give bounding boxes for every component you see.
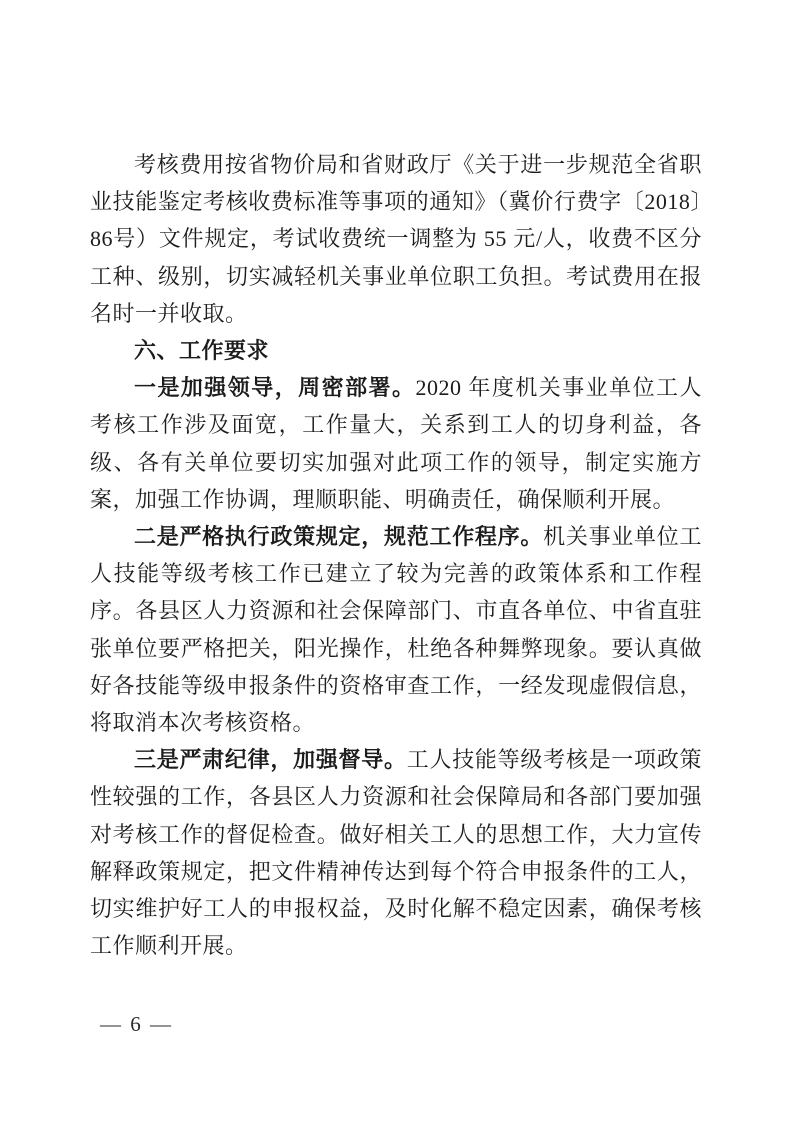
paragraph-one-text: 2020 年度机关事业单位工人考核工作涉及面宽，工作量大，关系到工人的切身利益，各级、各有关单位要切实加强对此项工作的领导，制定实施方案，加强工作协调，理顺职能、明确责任，确保顺利开展。: [90, 375, 702, 512]
paragraph-two-text: 机关事业单位工人技能等级考核工作已建立了较为完善的政策体系和工作程序。各县区人力资源和社会保障部门、市直各单位、中省直驻张单位要严格把关，阳光操作，杜绝各种舞弊现象。要认真做好各技能等级申报条件的资格审查工作，一经发现虚假信息，将取消本次考核资格。: [90, 524, 702, 736]
paragraph-two-lead: 二是严格执行政策规定，规范工作程序。: [134, 524, 544, 550]
page-number: — 6 —: [100, 1012, 173, 1036]
paragraph-fee: [90, 146, 702, 332]
section-heading-work-requirements: 六、工作要求: [134, 338, 270, 364]
paragraph-one: [90, 369, 702, 518]
document-body: [90, 146, 702, 964]
paragraph-three: [90, 741, 702, 964]
paragraph-fee-text: 考核费用按省物价局和省财政厅《关于进一步规范全省职业技能鉴定考核收费标准等事项的通知》（冀价行费字〔2018〕86号）文件规定，考试收费统一调整为 55 元/人，收费不区分工种、级别，切实减轻机关事业单位职工负担。考试费用在报名时一并收取。: [90, 152, 702, 326]
paragraph-one-lead: 一是加强领导，周密部署。: [134, 375, 416, 401]
paragraph-three-lead: 三是严肃纪律，加强督导。: [134, 747, 407, 773]
paragraph-three-text: 工人技能等级考核是一项政策性较强的工作，各县区人力资源和社会保障局和各部门要加强对考核工作的督促检查。做好相关工人的思想工作，大力宣传解释政策规定，把文件精神传达到每个符合申报条件的工人，切实维护好工人的申报权益，及时化解不稳定因素，确保考核工作顺利开展。: [90, 747, 702, 959]
paragraph-two: [90, 518, 702, 741]
